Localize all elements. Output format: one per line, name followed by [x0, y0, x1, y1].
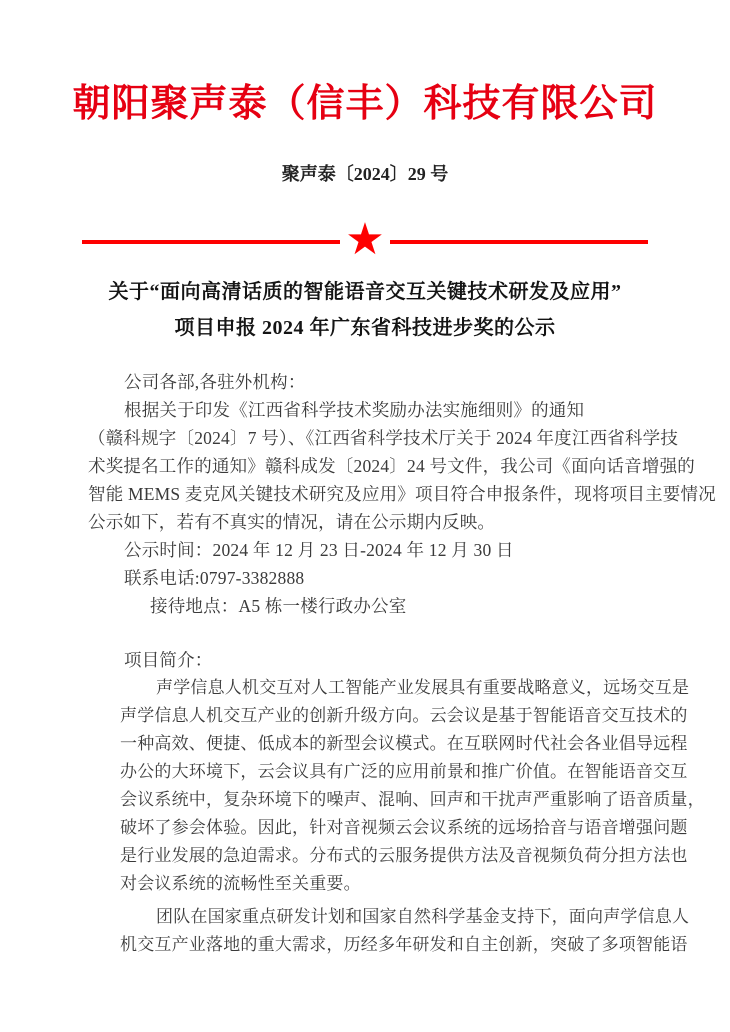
- red-divider-rule: [82, 214, 648, 265]
- blank-line-spacer: [88, 620, 670, 646]
- salutation-line: 公司各部,各驻外机构：: [124, 372, 306, 392]
- document-title-line-1: 关于“面向高清话质的智能语音交互关键技术研发及应用”: [108, 281, 622, 303]
- body-line: 公示如下，若有不真实的情况，请在公示期内反映。: [88, 512, 496, 532]
- divider-line-left: [82, 240, 340, 244]
- body-line: 办公的大环境下，云会议具有广泛的应用前景和推广价值。在智能语音交互: [120, 762, 688, 781]
- body-line: 声学信息人机交互对人工智能产业发展具有重要战略意义，远场交互是: [156, 678, 690, 697]
- publicity-period-line: 公示时间：2024 年 12 月 23 日-2024 年 12 月 30 日: [124, 540, 514, 560]
- contact-phone-line: 联系电话:0797-3382888: [124, 568, 305, 588]
- body-line: 声学信息人机交互产业的创新升级方向。云会议是基于智能语音交互技术的: [120, 706, 688, 725]
- company-name-heading: 朝阳聚声泰（信丰）科技有限公司: [72, 83, 658, 125]
- document-title-line-2: 项目申报 2024 年广东省科技进步奖的公示: [174, 317, 556, 339]
- body-line: 对会议系统的流畅性至关重要。: [120, 874, 361, 893]
- body-line: 会议系统中，复杂环境下的噪声、混响、回声和干扰声严重影响了语音质量，: [120, 790, 705, 809]
- body-line: 是行业发展的急迫需求。分布式的云服务提供方法及音视频负荷分担方法也: [120, 846, 688, 865]
- body-line: 团队在国家重点研发计划和国家自然科学基金支持下，面向声学信息人: [156, 907, 690, 926]
- divider-line-right: [390, 240, 648, 244]
- body-line: （赣科规字〔2024〕7 号）、《江西省科学技术厅关于 2024 年度江西省科学技: [88, 428, 679, 448]
- reception-location-line: 接待地点：A5 栋一楼行政办公室: [150, 596, 407, 616]
- document-number: 聚声泰〔2024〕29 号: [281, 164, 449, 184]
- body-line: 术奖提名工作的通知》赣科成发〔2024〕24 号文件，我公司《面向话音增强的: [88, 456, 695, 476]
- red-star-icon: ★: [345, 214, 385, 265]
- body-section-notice: [88, 368, 716, 674]
- body-section-project-intro: [120, 674, 705, 959]
- document-title: [0, 274, 730, 346]
- body-line: 机交互产业落地的重大需求，历经多年研发和自主创新，突破了多项智能语: [120, 935, 688, 954]
- body-line: 根据关于印发《江西省科学技术奖励办法实施细则》的通知: [124, 400, 585, 420]
- body-line: 破坏了参会体验。因此，针对音视频云会议系统的远场拾音与语音增强问题: [120, 818, 688, 837]
- body-line: 智能 MEMS 麦克风关键技术研究及应用》项目符合申报条件，现将项目主要情况: [88, 484, 716, 504]
- project-intro-label: 项目简介：: [124, 650, 213, 670]
- body-line: 一种高效、便捷、低成本的新型会议模式。在互联网时代社会各业倡导远程: [120, 734, 688, 753]
